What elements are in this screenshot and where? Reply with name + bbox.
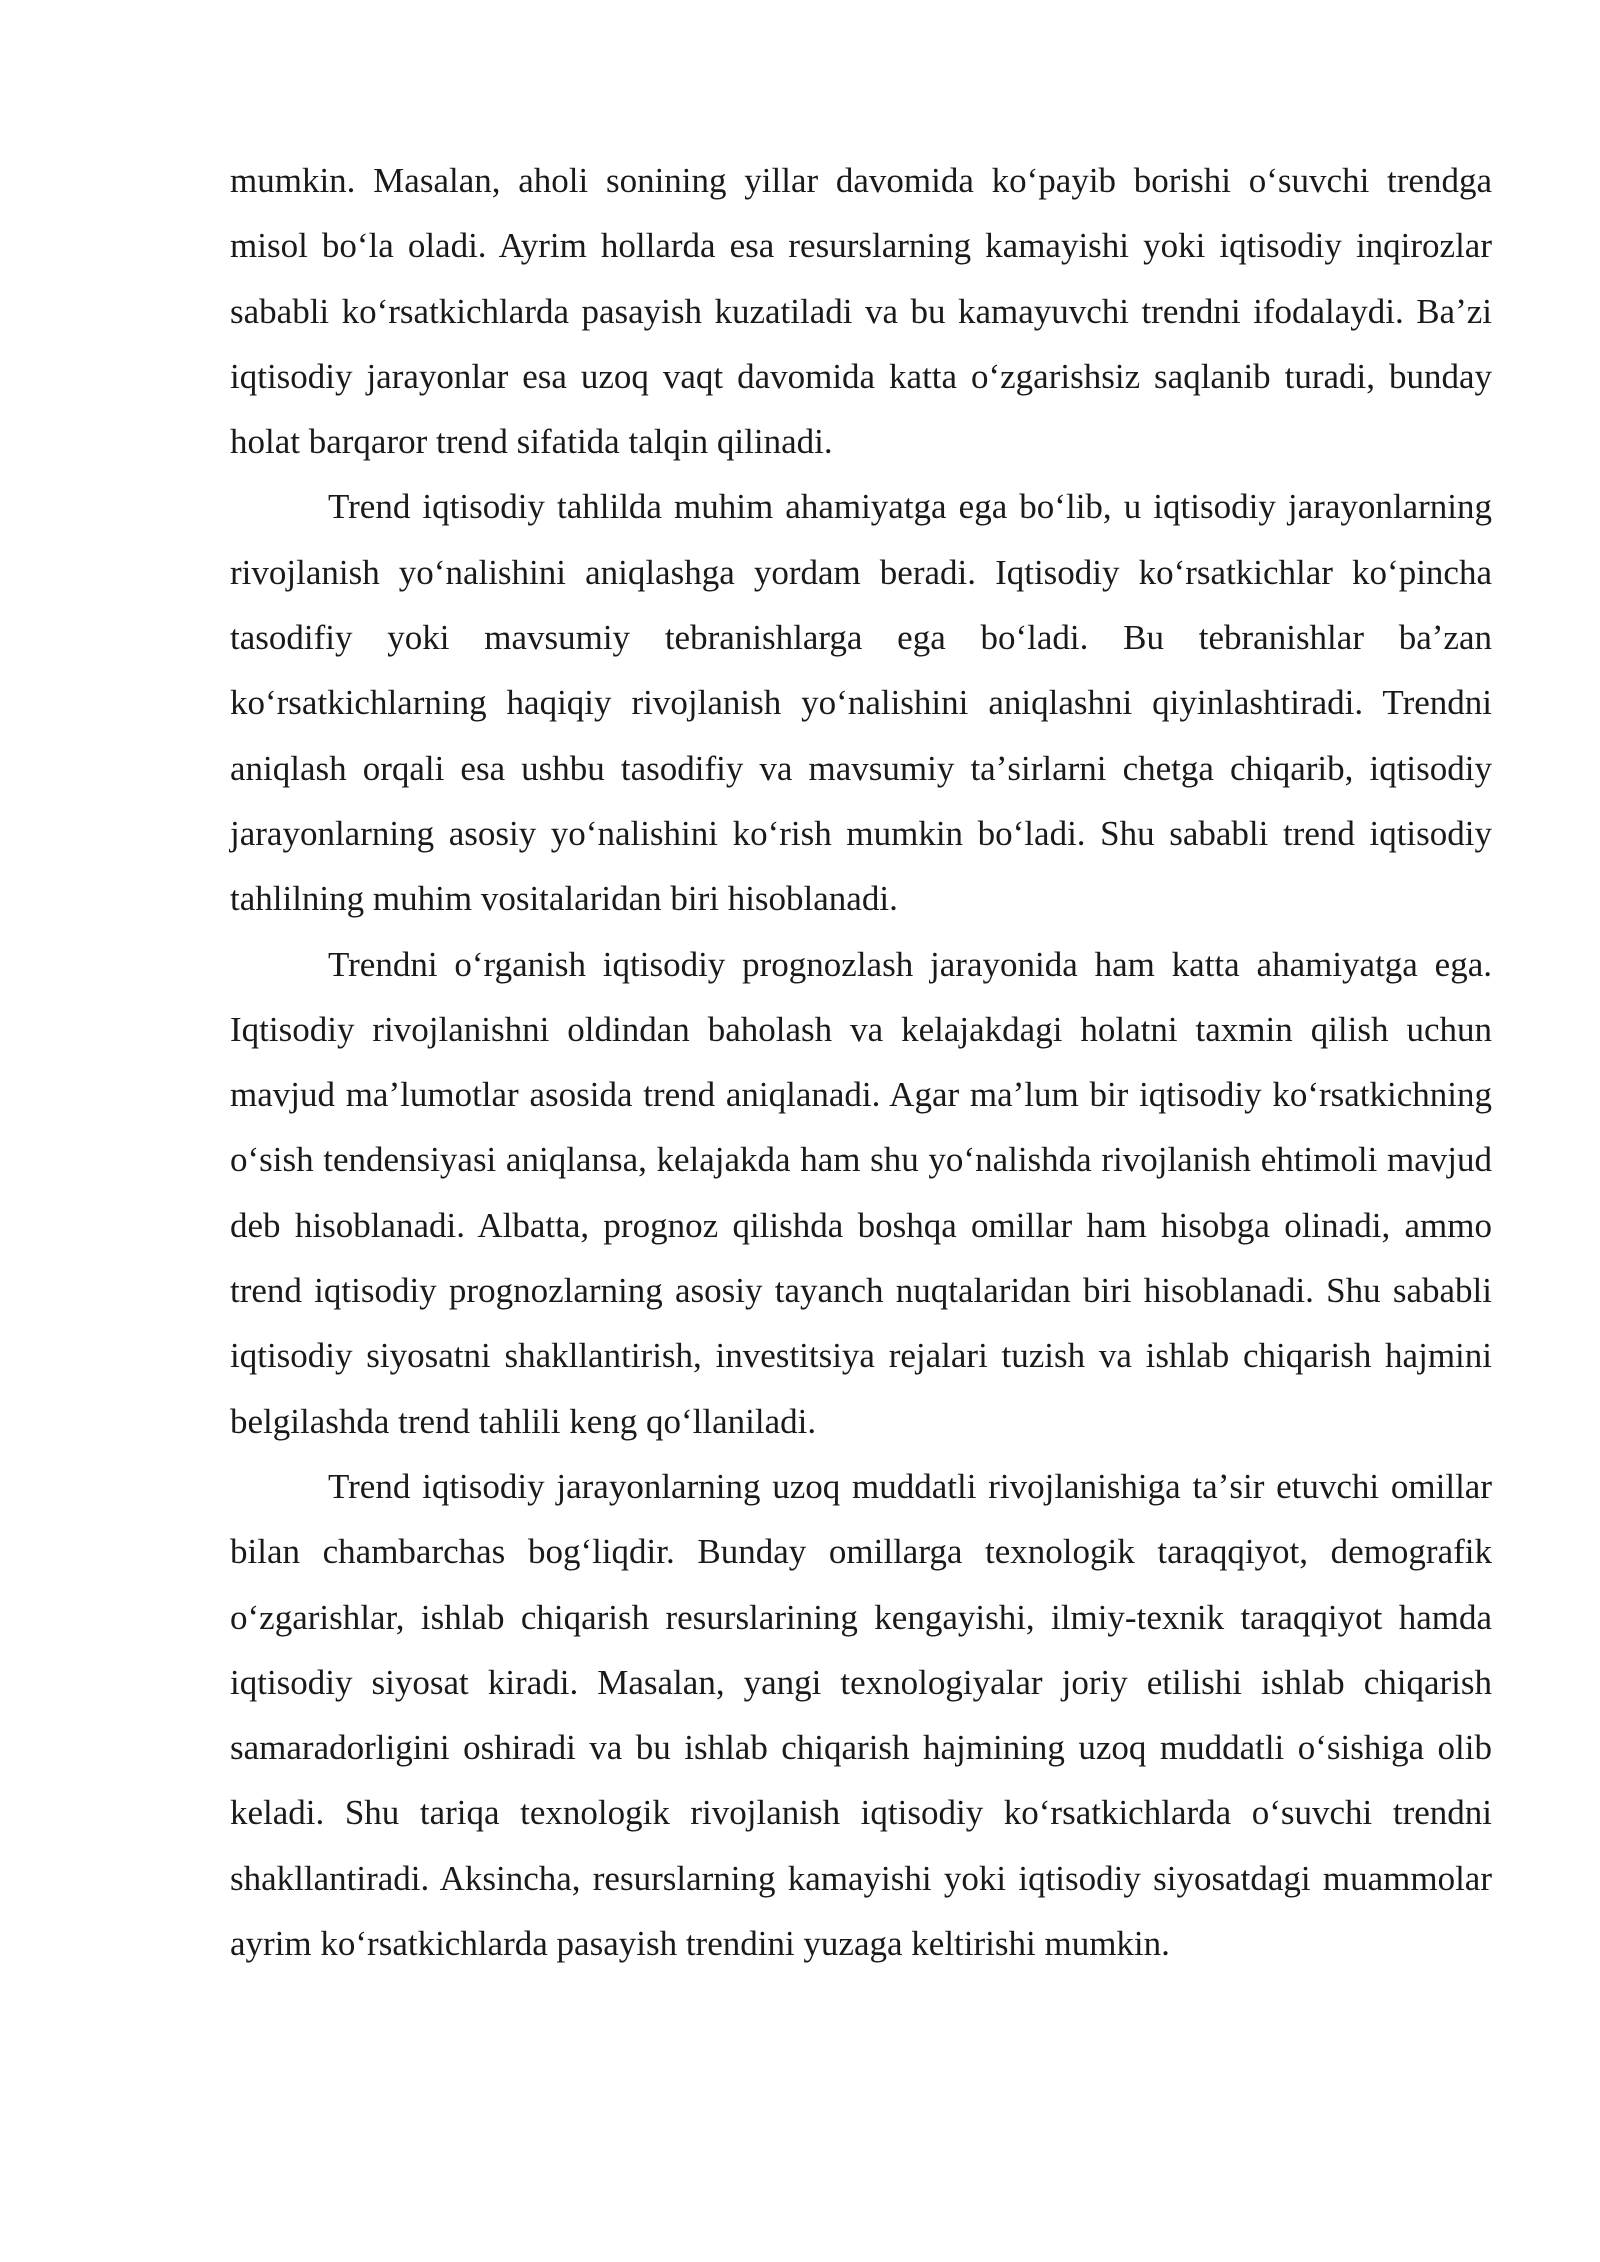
paragraph-2: Trend iqtisodiy tahlilda muhim ahamiyatga ega boʻlib, u iqtisodiy jarayonlarning rivojlanish yoʻnalishini aniqlashga yordam beradi. Iqtisodiy koʻrsatkichlar koʻpincha tasodifiy yoki mavsumiy tebranishlarga ega boʻladi. Bu tebranishlar baʼzan koʻrsatkichlarning haqiqiy rivojlanish yoʻnalishini aniqlashni qiyinlashtiradi. Trendni aniqlash orqali esa ushbu tasodifiy va mavsumiy taʼsirlarni chetga chiqarib, iqtisodiy jarayonlarning asosiy yoʻnalishini koʻrish mumkin boʻladi. Shu sababli trend iqtisodiy tahlilning muhim vositalaridan biri hisoblanadi.	[230, 487, 1492, 919]
paragraph-4: Trend iqtisodiy jarayonlarning uzoq muddatli rivojlanishiga taʼsir etuvchi omillar bilan chambarchas bogʻliqdir. Bunday omillarga texnologik taraqqiyot, demografik oʻzgarishlar, ishlab chiqarish resurslarining kengayishi, ilmiy-texnik taraqqiyot hamda iqtisodiy siyosat kiradi. Masalan, yangi texnologiyalar joriy etilishi ishlab chiqarish samaradorligini oshiradi va bu ishlab chiqarish hajmining uzoq muddatli oʻsishiga olib keladi. Shu tariqa texnologik rivojlanish iqtisodiy koʻrsatkichlarda oʻsuvchi trendni shakllantiradi. Aksincha, resurslarning kamayishi yoki iqtisodiy siyosatdagi muammolar ayrim koʻrsatkichlarda pasayish trendini yuzaga keltirishi mumkin.	[230, 1466, 1492, 1964]
paragraph-3: Trendni oʻrganish iqtisodiy prognozlash jarayonida ham katta ahamiyatga ega. Iqtisodiy rivojlanishni oldindan baholash va kelajakdagi holatni taxmin qilish uchun mavjud maʼlumotlar asosida trend aniqlanadi. Agar maʼlum bir iqtisodiy koʻrsatkichning oʻsish tendensiyasi aniqlansa, kelajakda ham shu yoʻnalishda rivojlanish ehtimoli mavjud deb hisoblanadi. Albatta, prognoz qilishda boshqa omillar ham hisobga olinadi, ammo trend iqtisodiy prognozlarning asosiy tayanch nuqtalaridan biri hisoblanadi. Shu sababli iqtisodiy siyosatni shakllantirish, investitsiya rejalari tuzish va ishlab chiqarish hajmini belgilashda trend tahlili keng qoʻllaniladi.	[230, 944, 1492, 1441]
document-page	[230, 148, 1492, 1976]
paragraph-1: mumkin. Masalan, aholi sonining yillar davomida koʻpayib borishi oʻsuvchi trendga misol boʻla oladi. Ayrim hollarda esa resurslarning kamayishi yoki iqtisodiy inqirozlar sababli koʻrsatkichlarda pasayish kuzatiladi va bu kamayuvchi trendni ifodalaydi. Baʼzi iqtisodiy jarayonlar esa uzoq vaqt davomida katta oʻzgarishsiz saqlanib turadi, bunday holat barqaror trend sifatida talqin qilinadi.	[230, 161, 1492, 462]
